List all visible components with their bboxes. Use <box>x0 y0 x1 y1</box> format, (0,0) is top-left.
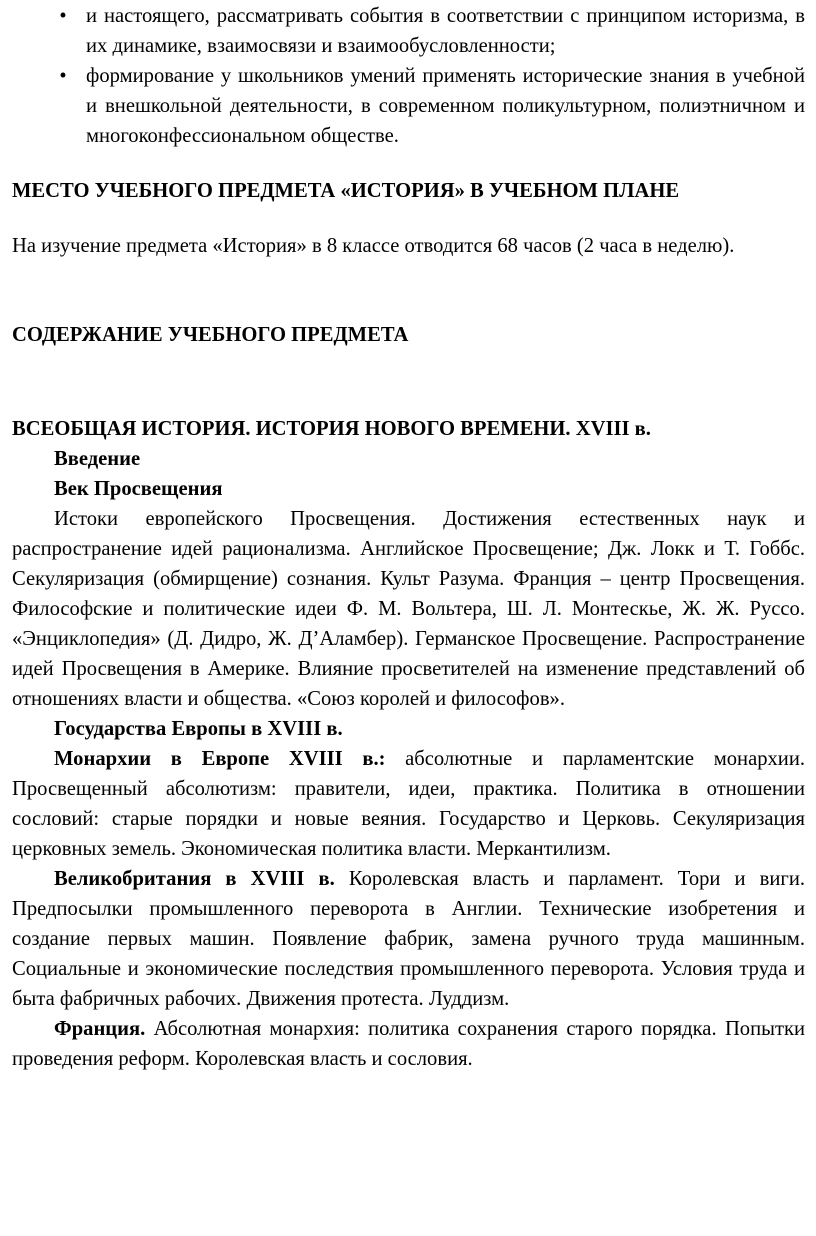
list-item-text: и настоящего, рассматривать события в соответствии с принципом историзма, в их динамике, взаимосвязи и взаимообусловленности; <box>86 5 805 57</box>
bullet-icon: • <box>59 65 67 87</box>
britain-lead: Великобритания в XVIII в. <box>54 868 335 890</box>
list-item-text: формирование у школьников умений применять исторические знания в учебной и внешкольной деятельности, в современном поликультурном, полиэтничном и многоконфессиональном обществе. <box>86 65 805 147</box>
goals-list <box>12 1 805 151</box>
monarchies-paragraph <box>12 744 805 864</box>
britain-text: Королевская власть и парламент. Тори и виги. Предпосылки промышленного переворота в Англии. Технические изобретения и создание первых машин. Появление фабрик, замена ручного труда машинным. Социальные и экономические последствия промышленного переворота. Условия труда и быта фабричных рабочих. Движения протеста. Луддизм. <box>12 868 806 1010</box>
france-lead: Франция. <box>54 1018 146 1040</box>
intro-heading: Введение <box>54 448 141 470</box>
monarchies-text: абсолютные и парламентские монархии. Просвещенный абсолютизм: правители, идеи, практика. Политика в отношении сословий: старые порядки и новые веяния. Государство и Церковь. Секуляризация церковных земель. Экономическая политика власти. Меркантилизм. <box>12 748 805 860</box>
france-text: Абсолютная монархия: политика сохранения старого порядка. Попытки проведения реформ. Королевская власть и сословия. <box>12 1018 805 1070</box>
content-heading: СОДЕРЖАНИЕ УЧЕБНОГО ПРЕДМЕТА <box>12 324 409 346</box>
list-item <box>12 61 805 151</box>
monarchies-lead: Монархии в Европе XVIII в.: <box>54 748 386 770</box>
france-paragraph <box>12 1014 805 1074</box>
list-item <box>12 1 805 61</box>
place-heading: МЕСТО УЧЕБНОГО ПРЕДМЕТА «ИСТОРИЯ» В УЧЕБНОМ ПЛАНЕ <box>12 180 680 202</box>
britain-paragraph <box>12 864 805 1014</box>
world-history-heading: ВСЕОБЩАЯ ИСТОРИЯ. ИСТОРИЯ НОВОГО ВРЕМЕНИ. XVIII в. <box>12 418 651 440</box>
document-page <box>12 1 805 1074</box>
bullet-icon: • <box>59 5 67 27</box>
place-paragraph: На изучение предмета «История» в 8 классе отводится 68 часов (2 часа в неделю). <box>12 235 735 257</box>
enlightenment-paragraph: Истоки европейского Просвещения. Достижения естественных наук и распространение идей рационализма. Английское Просвещение; Дж. Локк и Т. Гоббс. Секуляризация (обмирщение) сознания. Культ Разума. Франция – центр Просвещения. Философские и политические идеи Ф. М. Вольтера, Ш. Л. Монтескье, Ж. Ж. Руссо. «Энциклопедия» (Д. Дидро, Ж. Д’Аламбер). Германское Просвещение. Распространение идей Просвещения в Америке. Влияние просветителей на изменение представлений об отношениях власти и общества. «Союз королей и философов». <box>12 508 805 710</box>
states-heading: Государства Европы в XVIII в. <box>54 718 343 740</box>
enlightenment-heading: Век Просвещения <box>54 478 223 500</box>
